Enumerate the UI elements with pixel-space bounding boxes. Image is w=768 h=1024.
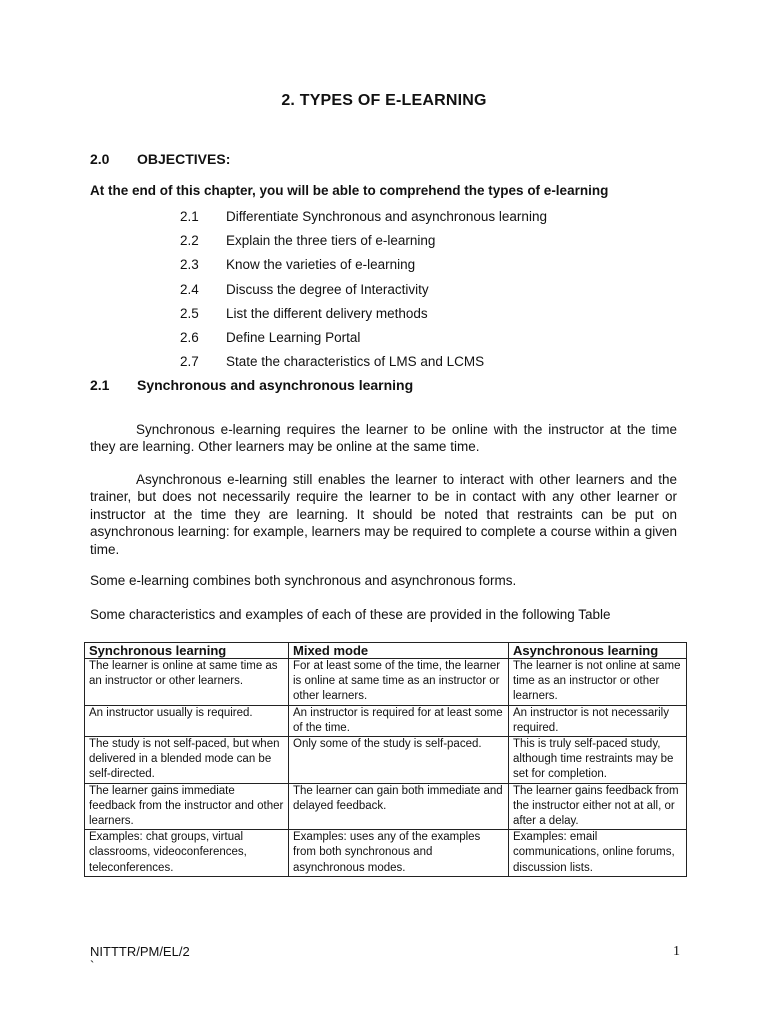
objective-text: Define Learning Portal — [226, 329, 361, 345]
table-cell: The learner gains immediate feedback from the instructor and other learners. — [85, 783, 289, 830]
objective-item — [180, 232, 547, 256]
objectives-heading-label: OBJECTIVES: — [137, 151, 231, 167]
objective-number: 2.6 — [180, 329, 199, 345]
table-cell: The learner gains feedback from the instructor either not at all, or after a delay. — [509, 783, 687, 830]
table-cell: Examples: uses any of the examples from both synchronous and asynchronous modes. — [289, 830, 509, 877]
objective-number: 2.4 — [180, 281, 199, 297]
table-row — [85, 783, 687, 830]
objective-text: List the different delivery methods — [226, 305, 428, 321]
objective-number: 2.3 — [180, 257, 199, 273]
paragraph-synchronous: Synchronous e-learning requires the learner to be online with the instructor at the time they are learning. Other learners may be online at the same time. — [90, 422, 677, 455]
table-header-row — [85, 643, 687, 659]
objective-number: 2.7 — [180, 354, 199, 370]
table-cell: The learner is not online at same time as an instructor or other learners. — [509, 659, 687, 706]
objective-item — [180, 353, 547, 377]
section-heading — [90, 377, 413, 393]
table-row — [85, 659, 687, 706]
page-number: 1 — [673, 944, 680, 959]
column-header-synchronous: Synchronous learning — [85, 643, 289, 659]
objective-number: 2.2 — [180, 233, 199, 249]
section-heading-label: Synchronous and asynchronous learning — [137, 377, 414, 393]
objective-text: Explain the three tiers of e-learning — [226, 233, 436, 249]
objective-item — [180, 281, 547, 305]
objective-item — [180, 256, 547, 280]
table-cell: The learner is online at same time as an instructor or other learners. — [85, 659, 289, 706]
table-cell: Only some of the study is self-paced. — [289, 737, 509, 784]
footer-mark: ` — [90, 958, 95, 973]
objective-item — [180, 208, 547, 232]
table-cell: The study is not self-paced, but when delivered in a blended mode can be self-directed. — [85, 737, 289, 784]
objectives-heading-number: 2.0 — [90, 151, 110, 167]
paragraph-asynchronous: Asynchronous e-learning still enables the learner to interact with other learners and the trainer, but does not necessarily require the learner to be in contact with any other learner or instructor at the time they are learning. It should be noted that restraints can be put on asynchronous learning: for example, learners may be required to complete a course within a given time. — [90, 472, 677, 557]
objective-number: 2.1 — [180, 209, 199, 224]
table-cell: Examples: chat groups, virtual classrooms, videoconferences, teleconferences. — [85, 830, 289, 877]
objective-item — [180, 305, 547, 329]
objectives-intro: At the end of this chapter, you will be able to comprehend the types of e-learning — [90, 183, 609, 198]
paragraph-table-intro: Some characteristics and examples of each of these are provided in the following Table — [90, 607, 611, 622]
table-cell: An instructor usually is required. — [85, 705, 289, 736]
table-cell: An instructor is required for at least some of the time. — [289, 705, 509, 736]
table-cell: The learner can gain both immediate and delayed feedback. — [289, 783, 509, 830]
objective-number: 2.5 — [180, 305, 199, 321]
column-header-asynchronous: Asynchronous learning — [509, 643, 687, 659]
table-cell: This is truly self-paced study, although time restraints may be set for completion. — [509, 737, 687, 784]
objective-text: Discuss the degree of Interactivity — [226, 281, 429, 297]
chapter-title: 2. TYPES OF E-LEARNING — [281, 92, 487, 109]
objective-text: Know the varieties of e-learning — [226, 257, 416, 273]
table-cell: Examples: email communications, online forums, discussion lists. — [509, 830, 687, 877]
objectives-list — [180, 208, 547, 377]
table-cell: An instructor is not necessarily required. — [509, 705, 687, 736]
paragraph-combined: Some e-learning combines both synchronous and asynchronous forms. — [90, 573, 517, 588]
table-row — [85, 705, 687, 736]
objective-text: Differentiate Synchronous and asynchronous learning — [226, 209, 547, 224]
objective-text: State the characteristics of LMS and LCMS — [226, 354, 485, 370]
objectives-heading — [90, 151, 230, 167]
objective-item — [180, 329, 547, 353]
table-row — [85, 737, 687, 784]
comparison-table — [84, 642, 687, 877]
table-row — [85, 830, 687, 877]
footer-document-code: NITTTR/PM/EL/2 — [90, 944, 190, 959]
section-heading-number: 2.1 — [90, 377, 110, 393]
column-header-mixed: Mixed mode — [289, 643, 509, 659]
table-cell: For at least some of the time, the learner is online at same time as an instructor or other learners. — [289, 659, 509, 706]
